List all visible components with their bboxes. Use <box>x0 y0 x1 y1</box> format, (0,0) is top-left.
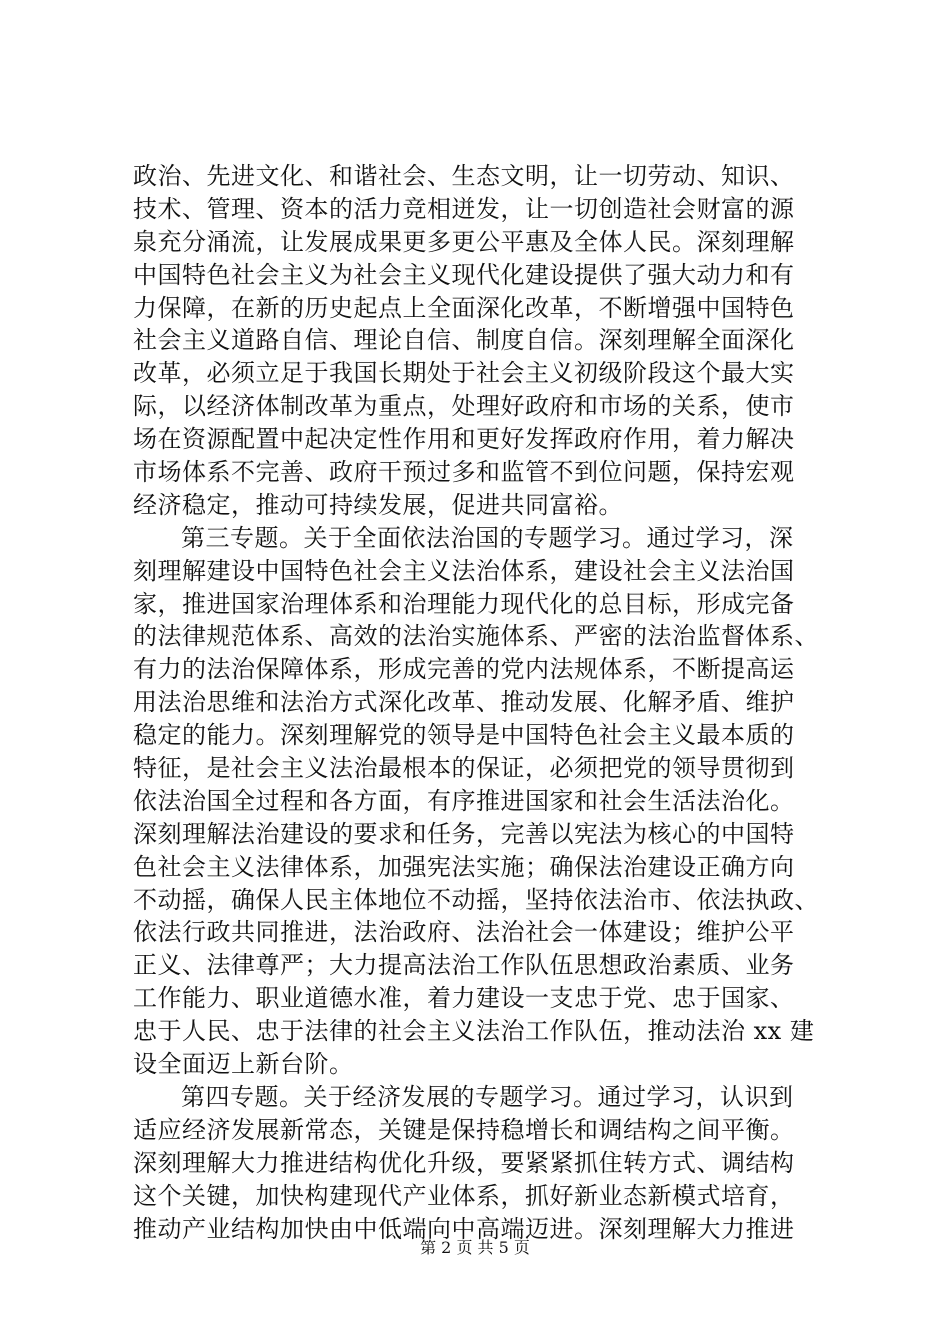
text-line: 适应经济发展新常态，关键是保持稳增长和调结构之间平衡。 <box>133 1115 795 1144</box>
text-line: 工作能力、职业道德水准，着力建设一支忠于党、忠于国家、 <box>133 984 795 1013</box>
text-line: 政治、先进文化、和谐社会、生态文明，让一切劳动、知识、 <box>133 162 795 190</box>
text-line: 泉充分涌流，让发展成果更多更公平惠及全体人民。深刻理解 <box>133 227 795 256</box>
text-line: 不动摇，确保人民主体地位不动摇，坚持依法治市、依法执政、 <box>133 885 819 914</box>
text-line: 的法律规范体系、高效的法治实施体系、严密的法治监督体系、 <box>133 622 819 651</box>
text-line: 改革，必须立足于我国长期处于社会主义初级阶段这个最大实 <box>133 359 795 388</box>
text-line: 技术、管理、资本的活力竞相迸发，让一切创造社会财富的源 <box>133 194 795 223</box>
text-line: 市场体系不完善、政府干预过多和监管不到位问题，保持宏观 <box>133 458 795 487</box>
text-line: 刻理解建设中国特色社会主义法治体系，建设社会主义法治国 <box>133 556 795 585</box>
document-body <box>133 160 833 1245</box>
text-line: 依法行政共同推进，法治政府、法治社会一体建设；维护公平 <box>133 918 795 947</box>
text-line: 中国特色社会主义为社会主义现代化建设提供了强大动力和有 <box>133 260 795 289</box>
text-line: 有力的法治保障体系，形成完善的党内法规体系，不断提高运 <box>133 655 795 684</box>
text-line: 经济稳定，推动可持续发展，促进共同富裕。 <box>133 490 623 519</box>
text-line: 忠于人民、忠于法律的社会主义法治工作队伍，推动法治 xx 建 <box>133 1017 815 1046</box>
text-line: 依法治国全过程和各方面，有序推进国家和社会生活法治化。 <box>133 786 795 815</box>
paragraph-first-line: 第三专题。关于全面依法治国的专题学习。通过学习，深 <box>181 523 794 552</box>
text-line: 设全面迈上新台阶。 <box>133 1050 354 1079</box>
text-line: 场在资源配置中起决定性作用和更好发挥政府作用，着力解决 <box>133 425 795 454</box>
text-line: 特征，是社会主义法治最根本的保证，必须把党的领导贯彻到 <box>133 754 795 783</box>
page-number-footer: 第 2 页 共 5 页 <box>420 1238 530 1257</box>
text-line: 用法治思维和法治方式深化改革、推动发展、化解矛盾、维护 <box>133 688 795 717</box>
text-line: 深刻理解大力推进结构优化升级，要紧紧抓住转方式、调结构 <box>133 1148 795 1177</box>
text-line: 稳定的能力。深刻理解党的领导是中国特色社会主义最本质的 <box>133 721 795 750</box>
text-line: 际，以经济体制改革为重点，处理好政府和市场的关系，使市 <box>133 392 795 421</box>
paragraph-first-line: 第四专题。关于经济发展的专题学习。通过学习，认识到 <box>181 1082 794 1111</box>
text-line: 正义、法律尊严；大力提高法治工作队伍思想政治素质、业务 <box>133 951 795 980</box>
text-line: 色社会主义法律体系，加强宪法实施；确保法治建设正确方向 <box>133 852 795 881</box>
text-line: 这个关键，加快构建现代产业体系，抓好新业态新模式培育， <box>133 1181 795 1210</box>
text-line: 家，推进国家治理体系和治理能力现代化的总目标，形成完备 <box>133 589 795 618</box>
text-line: 社会主义道路自信、理论自信、制度自信。深刻理解全面深化 <box>133 326 795 355</box>
text-line: 推动产业结构加快由中低端向中高端迈进。深刻理解大力推进 <box>133 1214 795 1243</box>
text-line: 力保障，在新的历史起点上全面深化改革，不断增强中国特色 <box>133 293 795 322</box>
text-line: 深刻理解法治建设的要求和任务，完善以宪法为核心的中国特 <box>133 819 795 848</box>
